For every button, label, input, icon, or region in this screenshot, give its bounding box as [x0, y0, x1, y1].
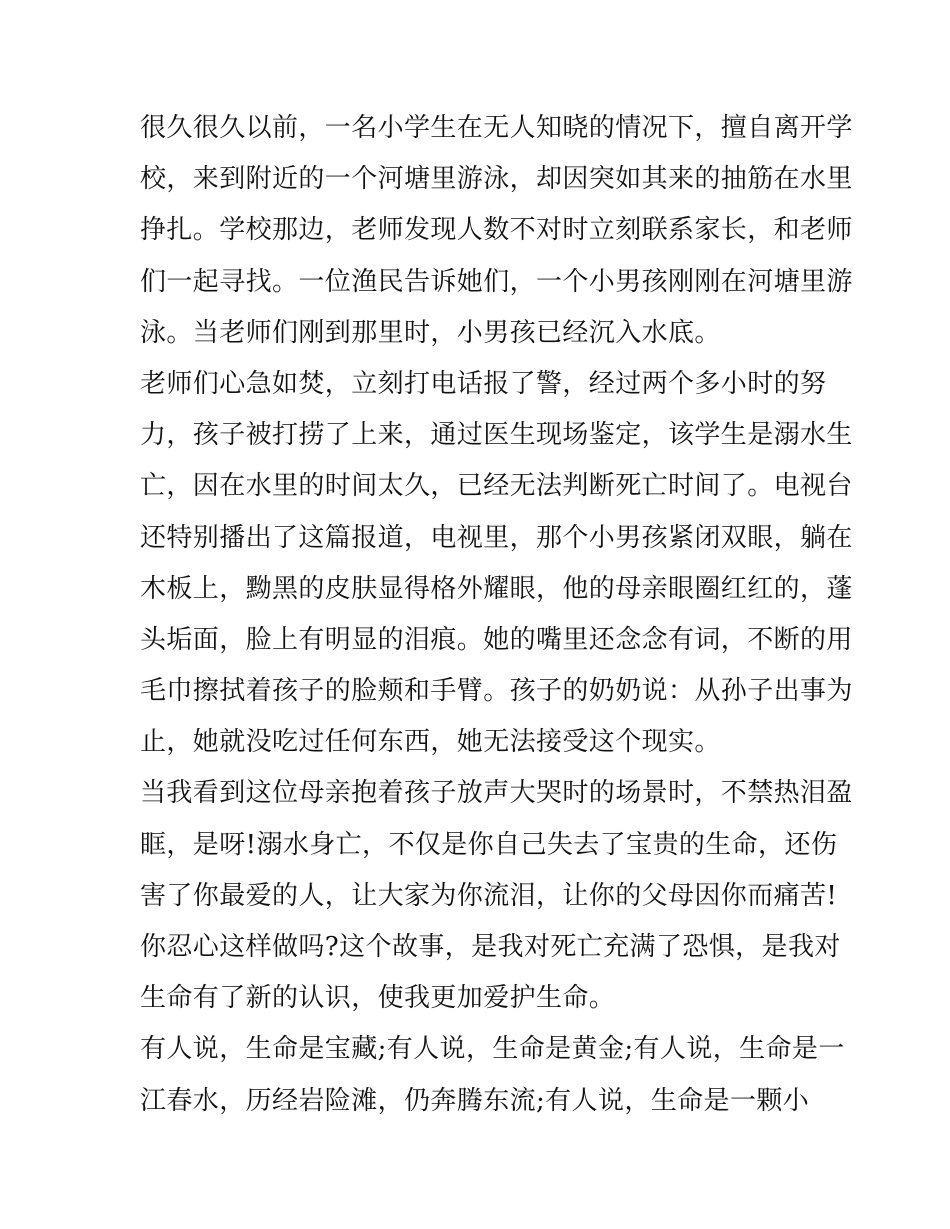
text-line: 有人说，生命是宝藏;有人说，生命是黄金;有人说，生命是一 — [140, 1034, 845, 1065]
text-line: 毛巾擦拭着孩子的脸颊和手臂。孩子的奶奶说：从孙子出事为 — [140, 676, 853, 707]
text-line: 你忍心这样做吗?这个故事，是我对死亡充满了恐惧，是我对 — [140, 932, 841, 962]
text-line: 木板上，黝黑的皮肤显得格外耀眼，他的母亲眼圈红红的，蓬 — [140, 573, 853, 604]
text-line: 泳。当老师们刚到那里时，小男孩已经沉入水底。 — [140, 317, 721, 348]
essay-text — [140, 103, 853, 1127]
text-line: 亡，因在水里的时间太久，已经无法判断死亡时间了。电视台 — [140, 471, 853, 502]
text-line: 眶，是呀!溺水身亡，不仅是你自己失去了宝贵的生命，还伤 — [140, 829, 838, 860]
text-line: 当我看到这位母亲抱着孩子放声大哭时的场景时，不禁热泪盈 — [140, 778, 853, 809]
text-line: 力，孩子被打捞了上来，通过医生现场鉴定，该学生是溺水生 — [140, 420, 853, 451]
text-line: 老师们心急如焚，立刻打电话报了警，经过两个多小时的努 — [140, 368, 827, 399]
text-line: 们一起寻找。一位渔民告诉她们，一个小男孩刚刚在河塘里游 — [140, 266, 853, 297]
text-line: 害了你最爱的人，让大家为你流泪，让你的父母因你而痛苦! — [140, 880, 838, 911]
text-line: 生命有了新的认识，使我更加爱护生命。 — [140, 983, 616, 1014]
text-line: 还特别播出了这篇报道，电视里，那个小男孩紧闭双眼，躺在 — [140, 522, 853, 553]
text-line: 很久很久以前，一名小学生在无人知晓的情况下，擅自离开学 — [140, 113, 853, 143]
text-line: 校，来到附近的一个河塘里游泳，却因突如其来的抽筋在水里 — [140, 164, 853, 195]
text-line: 止，她就没吃过任何东西，她无法接受这个现实。 — [140, 727, 721, 758]
text-line: 江春水，历经岩险滩，仍奔腾东流;有人说，生命是一颗小 — [140, 1085, 810, 1116]
text-line: 头垢面，脸上有明显的泪痕。她的嘴里还念念有词，不断的用 — [140, 624, 853, 655]
text-line: 挣扎。学校那边，老师发现人数不对时立刻联系家长，和老师 — [140, 215, 853, 246]
